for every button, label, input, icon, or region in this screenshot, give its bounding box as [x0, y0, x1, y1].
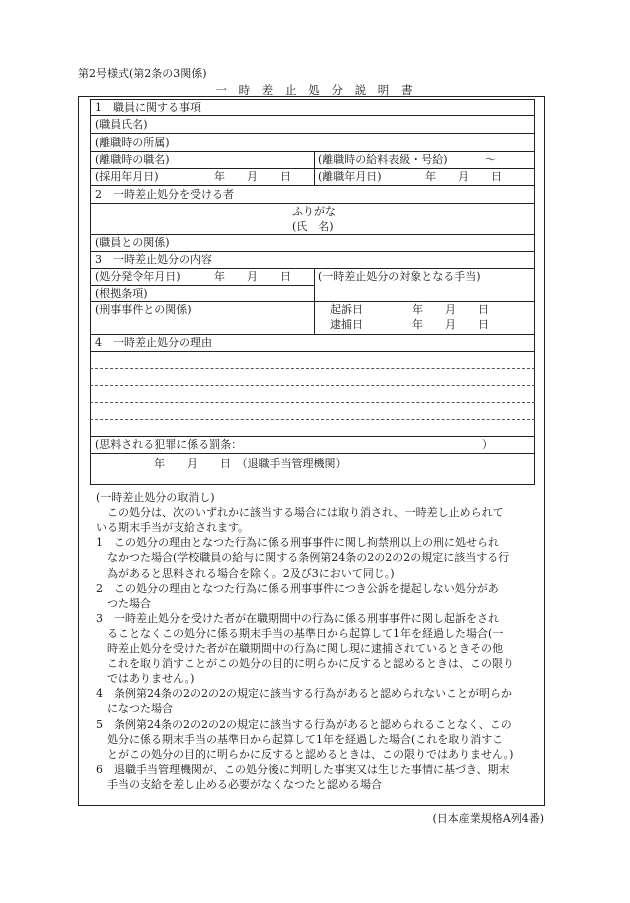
row-divider: [90, 151, 535, 152]
target-allowance-field: (一時差止処分の対象となる手当): [318, 270, 481, 283]
position-at-retirement-field: (離職時の職名): [95, 153, 170, 166]
revocation-line: つた場合: [96, 596, 151, 610]
table-top-border: [90, 99, 535, 100]
row-divider: [90, 251, 535, 252]
row-divider: [90, 168, 535, 169]
section2-heading: 2 一時差止処分を受ける者: [95, 188, 234, 201]
basis-clause-field: (根拠条項): [95, 287, 148, 300]
revocation-line: 為があると思料される場合を除く。2及び3において同じ。): [96, 566, 395, 580]
reason-writing-line: [90, 419, 535, 420]
table-right-border: [534, 99, 535, 485]
revocation-line: 4 条例第24条の2の2の2の規定に該当する行為があると認められないことが明らか: [96, 687, 512, 701]
table-bottom-border: [90, 484, 535, 485]
penalty-clause-close: ）: [482, 438, 493, 451]
hire-date-ymd: 年 月 日: [214, 170, 291, 183]
revocation-line: 手当の支給を差し止める必要がなくなつたと認める場合: [96, 777, 382, 791]
row-divider: [90, 285, 314, 286]
hire-date-field: (採用年月日): [95, 170, 159, 183]
row-divider: [90, 301, 535, 302]
row-divider: [90, 203, 535, 204]
date-and-authority: 年 月 日 （退職手当管理機関）: [154, 457, 347, 470]
revocation-line: これを取り消すことがこの処分の目的に明らかに反すると認めるときは、この限り: [96, 657, 514, 671]
revocation-line: とがこの処分の目的に明らかに反すると認めるときは、この限りではありません。): [96, 747, 514, 761]
reason-writing-line: [90, 385, 535, 386]
revocation-line: ではありません。): [96, 672, 195, 686]
revocation-line: いる期末手当が支給されます。: [96, 521, 250, 535]
row-divider: [90, 453, 535, 454]
indictment-date-label: 起訴日: [330, 303, 363, 316]
row-divider: [90, 133, 535, 134]
reason-writing-line: [90, 402, 535, 403]
revocation-line: 1 この処分の理由となつた行為に係る刑事事件に関し拘禁刑以上の刑に処せられ: [96, 536, 499, 550]
revocation-line: 時差止処分を受けた者が在職期間中の行為に関し現に逮捕されているときその他: [96, 642, 503, 655]
issue-date-field: (処分発令年月日): [95, 270, 181, 283]
penalty-clause-field: (思料される犯罪に係る罰条：: [95, 438, 243, 451]
furigana-label: ふりがな: [292, 205, 336, 218]
form-table: [90, 99, 535, 485]
paper-size-standard: (日本産業規格A列4番): [432, 812, 544, 825]
section1-heading: 1 職員に関する事項: [95, 101, 201, 114]
retire-date-ymd: 年 月 日: [425, 170, 502, 183]
retire-date-field: (離職年月日): [318, 170, 382, 183]
revocation-line: (一時差止処分の取消し): [96, 491, 215, 504]
section3-heading: 3 一時差止処分の内容: [95, 253, 212, 266]
row-divider: [90, 185, 535, 186]
relation-to-staff-field: (職員との関係): [95, 236, 170, 249]
row-divider: [90, 115, 535, 116]
salary-tilde: ～: [485, 153, 496, 166]
revocation-line: ることなくこの処分に係る期末手当の基準日から起算して1年を経過した場合(一: [96, 626, 504, 640]
row-divider: [90, 436, 535, 437]
revocation-line: 6 退職手当管理機関が、この処分後に判明した事実又は生じた事情に基づき、期末: [96, 762, 510, 776]
issue-date-ymd: 年 月 日: [214, 270, 291, 283]
revocation-line: 処分に係る期末手当の基準日から起算して1年を経過した場合(これを取り消すこ: [96, 732, 504, 746]
arrest-date-ymd: 年 月 日: [412, 318, 489, 331]
table-left-border: [90, 99, 91, 485]
revocation-line: なかつた場合(学校職員の給与に関する条例第24条の2の2の2の規定に該当する行: [96, 551, 510, 565]
dept-at-retirement-field: (離職時の所属): [95, 136, 170, 149]
revocation-line: 5 条例第24条の2の2の2の規定に該当する行為があると認められることなく、この: [96, 717, 512, 731]
revocation-line: になつた場合: [96, 702, 173, 716]
reason-writing-line: [90, 368, 535, 369]
form-number-label: 第2号様式(第2条の3関係): [78, 67, 207, 80]
salary-grade-field: (離職時の給料表級・号給): [318, 153, 448, 166]
arrest-date-label: 逮捕日: [330, 318, 363, 331]
row-divider: [90, 351, 535, 352]
staff-name-field: (職員氏名): [95, 118, 148, 131]
row-divider: [90, 268, 535, 269]
revocation-line: 2 この処分の理由となつた行為に係る刑事事件につき公訴を提起しない処分があ: [96, 581, 499, 595]
subject-name-label: (氏 名): [292, 220, 334, 233]
section4-heading: 4 一時差止処分の理由: [95, 336, 212, 349]
revocation-line: この処分は、次のいずれかに該当する場合には取り消され、一時差し止められて: [96, 506, 504, 520]
revocation-line: 3 一時差止処分を受けた者が在職期間中の行為に係る刑事事件に関し起訴をされ: [96, 611, 499, 625]
document-title: 一 時 差 止 処 分 説 明 書: [215, 83, 413, 97]
criminal-case-relation-field: (刑事事件との関係): [95, 303, 192, 316]
row-divider: [90, 334, 535, 335]
row-divider: [90, 234, 535, 235]
indictment-date-ymd: 年 月 日: [412, 303, 489, 316]
